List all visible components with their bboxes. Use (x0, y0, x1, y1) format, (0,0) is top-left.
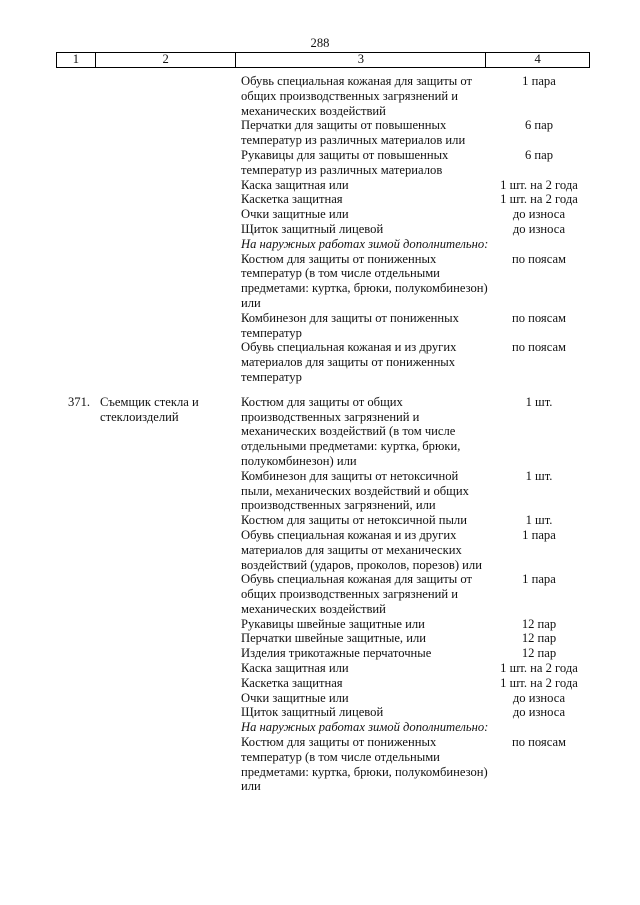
ppe-item: Очки защитные или (241, 207, 349, 222)
table-row (0, 252, 640, 311)
table-row (0, 340, 640, 384)
ppe-item: Обувь специальная кожаная для защиты от общих производственных загрязнений и механических воздействий (241, 572, 472, 616)
issue-norm: по поясам (511, 735, 567, 750)
header-col-2: 2 (96, 53, 236, 67)
issue-norm: 1 шт. (525, 513, 553, 528)
ppe-item: Каска защитная или (241, 177, 349, 192)
issue-norm: 1 пара (522, 572, 556, 587)
issue-norm: 1 пара (522, 74, 556, 88)
issue-norm: до износа (512, 705, 566, 720)
ppe-item: Костюм для защиты от пониженных температур (в том числе отдельными предметами: куртка, брюки, полукомбинезон) или (241, 251, 488, 310)
issue-norm: 1 шт. на 2 года (500, 675, 578, 690)
ppe-item: Рукавицы швейные защитные или (241, 616, 425, 631)
table-group (0, 395, 640, 795)
issue-norm: 6 пар (524, 118, 554, 133)
table-row (0, 735, 640, 794)
ppe-item: Щиток защитный лицевой (241, 221, 384, 236)
group-spacer (0, 385, 640, 395)
table-row (0, 646, 640, 661)
issue-norm: 12 пар (521, 646, 557, 661)
ppe-item: Комбинезон для защиты от пониженных температур (241, 310, 459, 340)
header-col-3: 3 (236, 53, 486, 67)
header-col-1: 1 (57, 53, 96, 67)
ppe-item: Комбинезон для защиты от нетоксичной пыли, механических воздействий и общих производственных загрязнений, или (241, 468, 469, 513)
issue-norm: по поясам (511, 310, 567, 325)
table-row (0, 676, 640, 691)
ppe-item: Каска защитная или (241, 661, 349, 676)
issue-norm: до износа (512, 207, 566, 222)
ppe-item: Каскетка защитная (241, 192, 343, 207)
table-row (0, 222, 640, 237)
ppe-item: Обувь специальная кожаная и из других материалов для защиты от пониженных температур (241, 340, 457, 384)
issue-norm: по поясам (511, 251, 567, 266)
ppe-item: На наружных работах зимой дополнительно: (241, 236, 489, 251)
row-number: 371. (68, 394, 91, 409)
issue-norm: 1 пара (522, 527, 556, 542)
table-row (0, 617, 640, 632)
table-row (0, 572, 640, 616)
table-row (0, 705, 640, 720)
table-row (0, 528, 640, 572)
ppe-item: Костюм для защиты от общих производственных загрязнений и механических воздействий (в том числе отдельными предметами: куртка, брюки, полукомбинезон) или (241, 394, 461, 468)
issue-norm: 12 пар (521, 616, 557, 631)
ppe-item: Обувь специальная кожаная и из других материалов для защиты от механических воздействий (ударов, проколов, порезов) или (241, 527, 482, 572)
issue-norm (491, 237, 587, 252)
issue-norm: 12 пар (521, 631, 557, 646)
table-row (0, 237, 640, 252)
ppe-item: На наружных работах зимой дополнительно: (241, 720, 489, 735)
issue-norm: до износа (512, 690, 566, 705)
profession-name: Съемщик стекла и стеклоизделий (100, 394, 199, 424)
ppe-item: Перчатки швейные защитные, или (241, 631, 426, 646)
issue-norm: по поясам (511, 340, 567, 355)
table-row (0, 74, 640, 118)
issue-norm: 1 шт. на 2 года (500, 192, 578, 207)
table-row (0, 311, 640, 341)
table-header (56, 52, 590, 68)
table-row (0, 178, 640, 193)
table-row (0, 691, 640, 706)
table-row (0, 118, 640, 148)
ppe-item: Обувь специальная кожаная для защиты от общих производственных загрязнений и механических воздействий (241, 74, 472, 118)
table-row (0, 720, 640, 735)
ppe-item: Щиток защитный лицевой (241, 705, 384, 720)
ppe-item: Костюм для защиты от нетоксичной пыли (241, 513, 467, 528)
table-group (0, 74, 640, 385)
table-row (0, 192, 640, 207)
ppe-item: Рукавицы для защиты от повышенных температур из различных материалов (241, 147, 449, 177)
table-row (0, 148, 640, 178)
issue-norm: до износа (512, 221, 566, 236)
table-row (0, 207, 640, 222)
ppe-item: Каскетка защитная (241, 675, 343, 690)
table-row (0, 661, 640, 676)
ppe-item: Перчатки для защиты от повышенных температур из различных материалов или (241, 118, 466, 148)
header-col-4: 4 (534, 52, 541, 66)
ppe-item: Костюм для защиты от пониженных температур (в том числе отдельными предметами: куртка, брюки, полукомбинезон) или (241, 735, 488, 794)
ppe-item: Очки защитные или (241, 690, 349, 705)
issue-norm: 1 шт. на 2 года (500, 177, 578, 192)
page-number: 288 (310, 36, 330, 50)
ppe-item: Изделия трикотажные перчаточные (241, 646, 432, 661)
table-body (0, 74, 640, 794)
issue-norm: 1 шт. (525, 394, 553, 409)
table-row (0, 631, 640, 646)
table-row (0, 469, 640, 513)
issue-norm (491, 720, 587, 735)
issue-norm: 1 шт. (525, 468, 553, 483)
table-row (0, 513, 640, 528)
issue-norm: 6 пар (524, 147, 554, 162)
issue-norm: 1 шт. на 2 года (500, 661, 578, 676)
